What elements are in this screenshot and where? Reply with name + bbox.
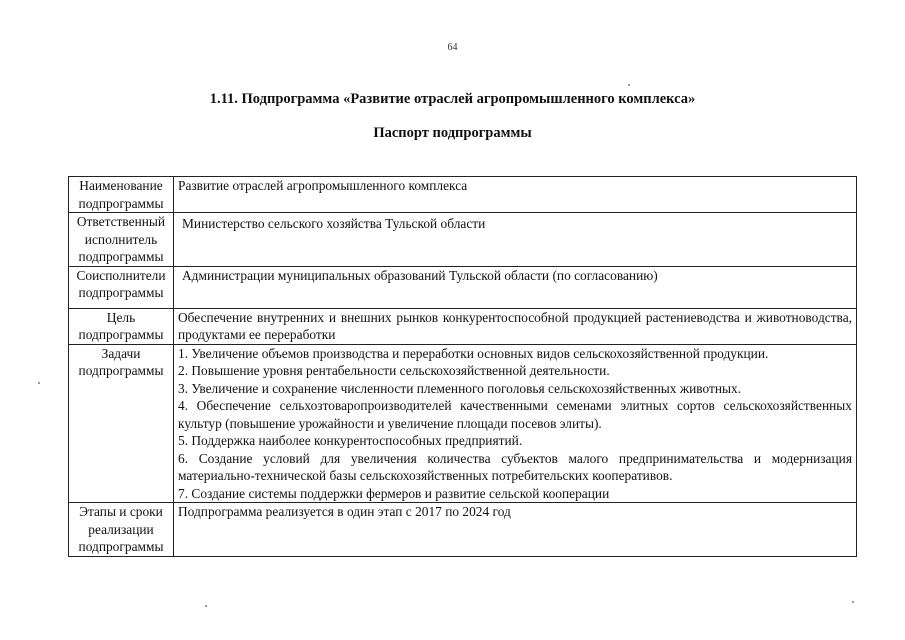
label-tasks: Задачи подпрограммы <box>69 344 174 503</box>
task-item: 1. Увеличение объемов производства и переработки основных видов сельскохозяйственной продукции. <box>178 345 769 361</box>
value-coexecutors: Администрации муниципальных образований Тульской области (по согласованию) <box>174 266 857 308</box>
scan-speck <box>38 382 40 384</box>
task-item: 2. Повышение уровня рентабельности сельскохозяйственной деятельности. <box>178 363 610 378</box>
label-coexecutors: Соисполнители подпрограммы <box>69 266 174 308</box>
row-goal <box>69 308 857 344</box>
page-number: 64 <box>447 42 458 53</box>
label-name: Наименование подпрограммы <box>69 177 174 213</box>
scan-speck <box>852 601 854 603</box>
task-item: 7. Создание системы поддержки фермеров и развитие сельской кооперации <box>178 485 610 501</box>
scan-speck <box>205 605 207 607</box>
task-item: 5. Поддержка наиболее конкурентоспособных предприятий. <box>178 433 523 448</box>
row-tasks <box>69 344 857 503</box>
label-stages: Этапы и сроки реализации подпрограммы <box>69 503 174 557</box>
passport-table <box>68 176 857 557</box>
row-responsible <box>69 213 857 267</box>
passport-subheading: Паспорт подпрограммы <box>373 125 532 141</box>
row-stages <box>69 503 857 557</box>
section-heading: 1.11. Подпрограмма «Развитие отраслей агропромышленного комплекса» <box>209 91 696 107</box>
value-tasks <box>174 344 857 503</box>
label-goal: Цель подпрограммы <box>69 308 174 344</box>
row-name <box>69 177 857 213</box>
row-coexecutors <box>69 266 857 308</box>
task-item: 3. Увеличение и сохранение численности племенного поголовья сельскохозяйственных животных. <box>178 380 742 396</box>
value-name: Развитие отраслей агропромышленного комплекса <box>174 177 857 213</box>
value-goal: Обеспечение внутренних и внешних рынков конкурентоспособной продукцией растениеводства и животноводства, продуктами ее переработки <box>174 308 857 344</box>
value-responsible: Министерство сельского хозяйства Тульской области <box>174 213 857 267</box>
task-item: 6. Создание условий для увеличения количества субъектов малого предпринимательства и модернизация материально-технической базы сельскохозяйственных потребительских кооперативов. <box>178 450 852 483</box>
label-responsible: Ответственный исполнитель подпрограммы <box>69 213 174 267</box>
value-stages: Подпрограмма реализуется в один этап с 2017 по 2024 год <box>174 503 857 557</box>
scan-speck <box>628 84 630 86</box>
task-item: 4. Обеспечение сельхозтоваропроизводителей качественными семенами элитных сортов сельскохозяйственных культур (повышение урожайности и увеличение площади посевов элиты). <box>178 398 852 431</box>
